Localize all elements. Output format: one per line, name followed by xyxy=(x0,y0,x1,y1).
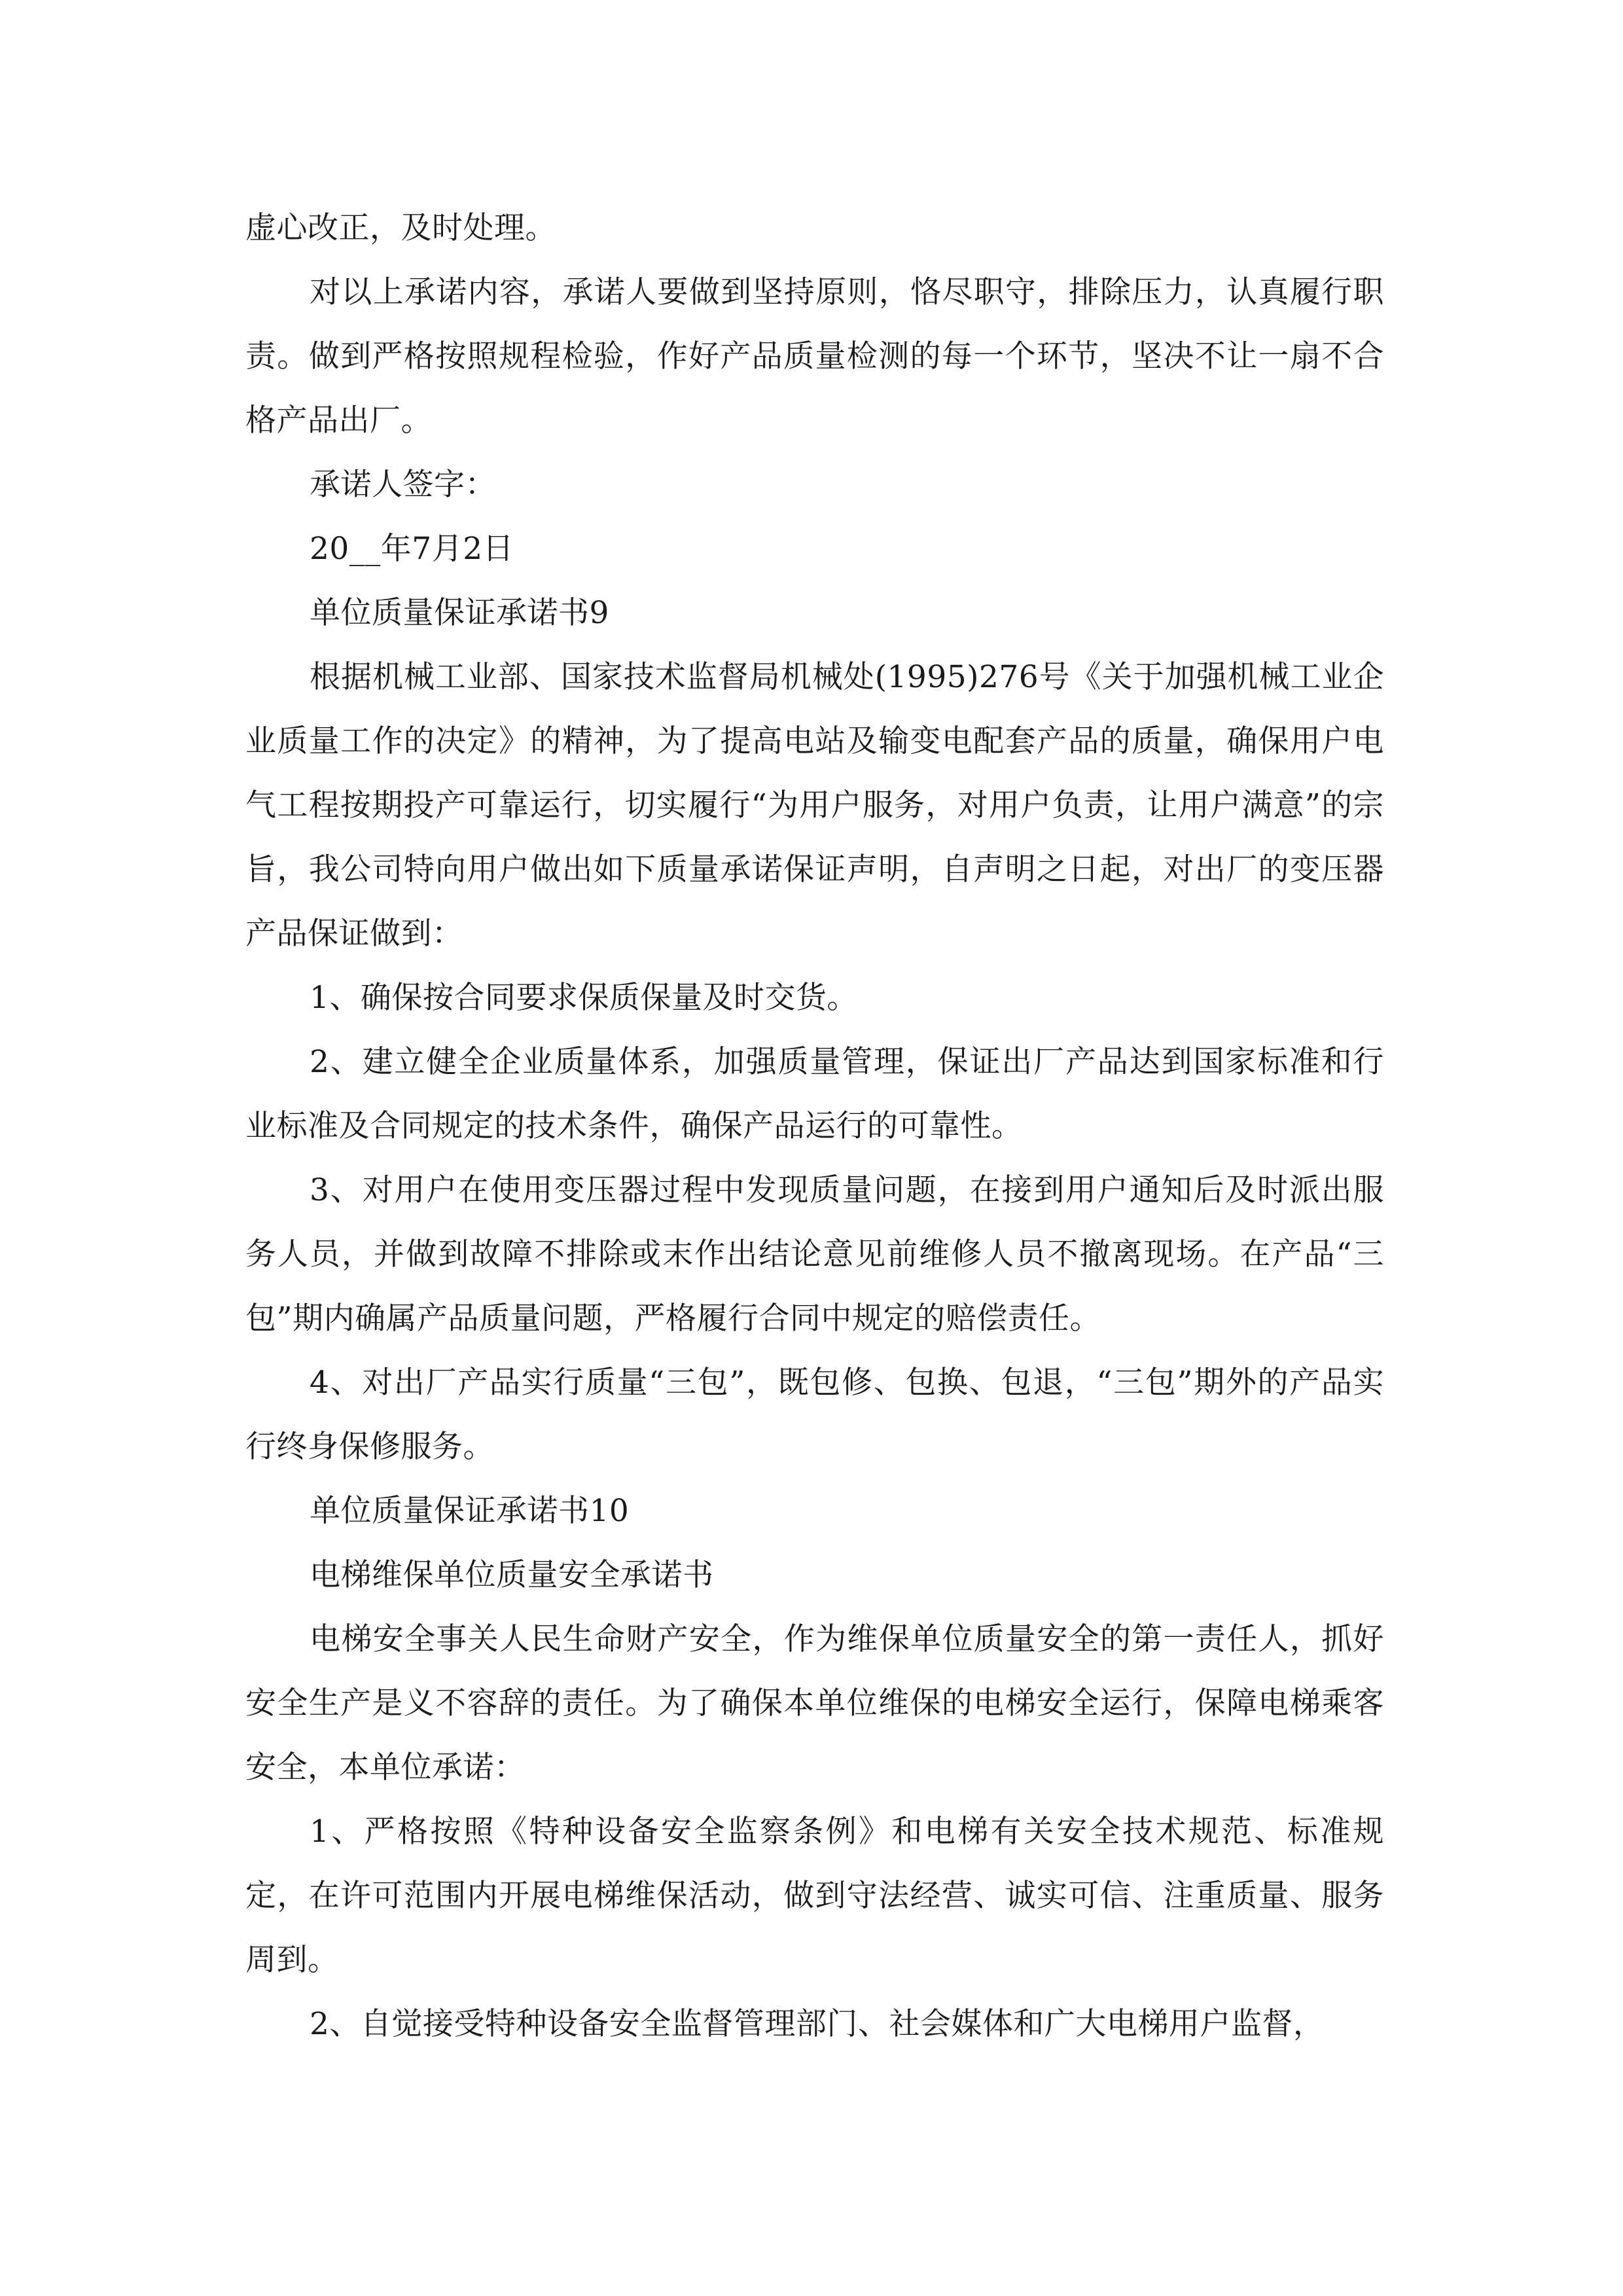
list-item-9-2: 2、建立健全企业质量体系，加强质量管理，保证出厂产品达到国家标准和行业标准及合同规定的技术条件，确保产品运行的可靠性。 xyxy=(245,1044,1384,1144)
paragraph-commitment-summary: 对以上承诺内容，承诺人要做到坚持原则，恪尽职守，排除压力，认真履行职责。做到严格按照规程检验，作好产品质量检测的每一个环节，坚决不让一扇不合格产品出厂。 xyxy=(245,274,1384,439)
section-title-9: 单位质量保证承诺书9 xyxy=(310,595,609,631)
section-subtitle-10: 电梯维保单位质量安全承诺书 xyxy=(310,1557,714,1593)
list-item-10-1: 1、严格按照《特种设备安全监察条例》和电梯有关安全技术规范、标准规定，在许可范围内开展电梯维保活动，做到守法经营、诚实可信、注重质量、服务周到。 xyxy=(245,1814,1384,1978)
paragraph-intro-9: 根据机械工业部、国家技术监督局机械处(1995)276号《关于加强机械工业企业质量工作的决定》的精神，为了提高电站及输变电配套产品的质量，确保用户电气工程按期投产可靠运行，切实履行“为用户服务，对用户负责，让用户满意”的宗旨，我公司特向用户做出如下质量承诺保证声明，自声明之日起，对出厂的变压器产品保证做到： xyxy=(245,659,1384,952)
section-title-10: 单位质量保证承诺书10 xyxy=(310,1493,630,1529)
list-item-9-1: 1、确保按合同要求保质保量及时交货。 xyxy=(310,980,858,1016)
list-item-9-3: 3、对用户在使用变压器过程中发现质量问题，在接到用户通知后及时派出服务人员，并做到故障不排除或末作出结论意见前维修人员不撤离现场。在产品“三包”期内确属产品质量问题，严格履行合同中规定的赔偿责任。 xyxy=(245,1172,1384,1336)
paragraph-continuation: 虚心改正，及时处理。 xyxy=(245,210,556,246)
signature-line: 承诺人签字： xyxy=(310,467,496,503)
paragraph-intro-10: 电梯安全事关人民生命财产安全，作为维保单位质量安全的第一责任人，抓好安全生产是义不容辞的责任。为了确保本单位维保的电梯安全运行，保障电梯乘客安全，本单位承诺： xyxy=(245,1621,1384,1785)
list-item-10-2: 2、自觉接受特种设备安全监督管理部门、社会媒体和广大电梯用户监督， xyxy=(310,2006,1325,2042)
list-item-9-4: 4、对出厂产品实行质量“三包”，既包修、包换、包退，“三包”期外的产品实行终身保修服务。 xyxy=(245,1365,1384,1465)
date-line: 20__年7月2日 xyxy=(310,531,514,567)
document-body xyxy=(245,196,1384,2056)
